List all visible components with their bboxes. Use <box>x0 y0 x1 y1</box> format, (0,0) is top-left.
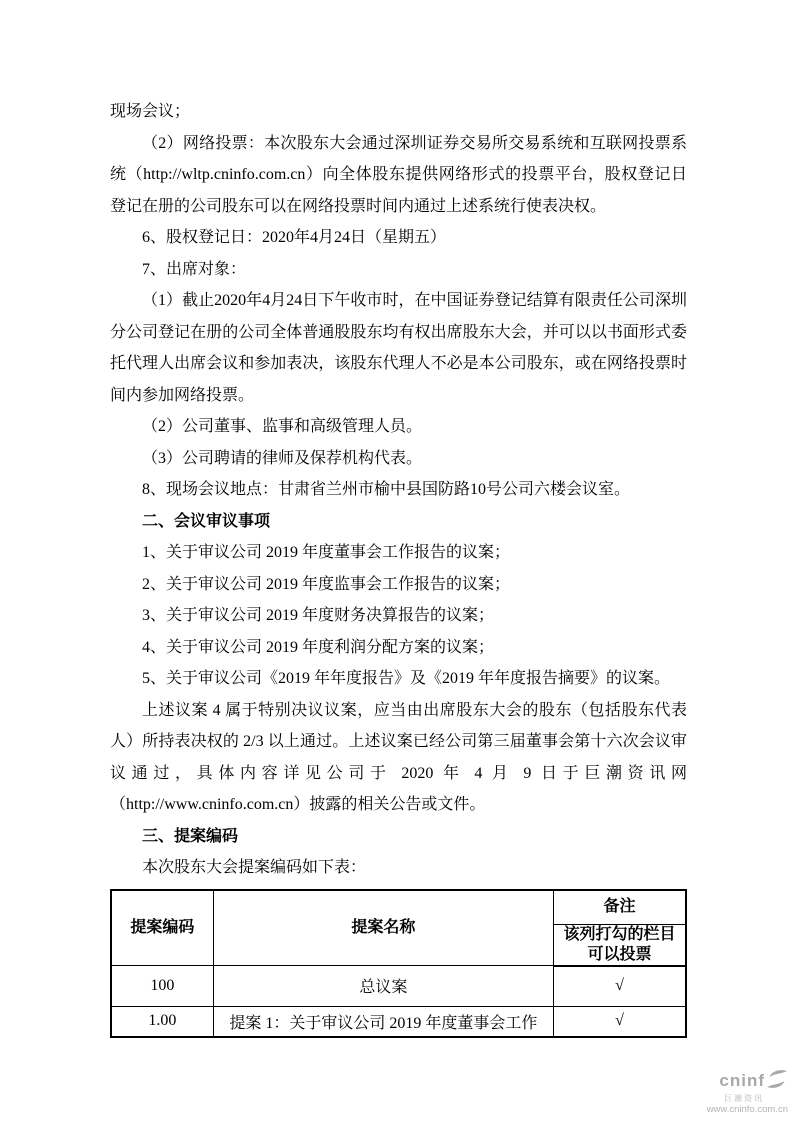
table-row <box>111 966 686 1007</box>
agenda-item: 3、关于审议公司 2019 年度财务决算报告的议案； <box>142 607 495 624</box>
agenda-item: 5、关于审议公司《2019 年年度报告》及《2019 年年度报告摘要》的议案。 <box>142 670 671 687</box>
table-header-proposal-code: 提案编码 <box>111 890 213 966</box>
paragraph-continuation: 现场会议； <box>110 103 191 120</box>
cell-proposal-name: 总议案 <box>213 966 553 1007</box>
paragraph-attendees-2: （2）公司董事、监事和高级管理人员。 <box>142 418 423 435</box>
paragraph-meeting-location: 8、现场会议地点：甘肃省兰州市榆中县国防路10号公司六楼会议室。 <box>142 481 631 498</box>
proposal-code-table <box>110 889 687 1038</box>
paragraph-attendees-1: （1）截止2020年4月24日下午收市时，在中国证券登记结算有限责任公司深圳分公司登记在册的公司全体普通股股东均有权出席股东大会，并可以以书面形式委托代理人出席会议和参加表决，该股东代理人不必是本公司股东，或在网络投票时间内参加网络投票。 <box>110 292 687 404</box>
paragraph-record-date: 6、股权登记日：2020年4月24日（星期五） <box>142 229 447 246</box>
cninfo-logo-cn-name: 巨潮资讯 <box>724 1093 764 1103</box>
document-page-body <box>110 96 687 1038</box>
table-header-remark-sub: 该列打勾的栏目可以投票 <box>554 924 686 966</box>
cell-vote-mark: √ <box>554 966 686 1007</box>
section-heading-review-matters: 二、会议审议事项 <box>142 512 271 530</box>
cell-proposal-code: 100 <box>111 966 213 1007</box>
cninfo-logo <box>678 1069 788 1115</box>
cninfo-logo-url: www.cninfo.com.cn <box>706 1103 788 1115</box>
cninfo-logo-brand-row <box>678 1069 788 1093</box>
paragraph-attendees-heading: 7、出席对象： <box>142 260 247 278</box>
table-header-remark: 备注 <box>554 890 686 925</box>
paragraph-table-lead: 本次股东大会提案编码如下表： <box>142 859 367 876</box>
cell-vote-mark: √ <box>554 1006 686 1037</box>
agenda-item: 4、关于审议公司 2019 年度利润分配方案的议案； <box>142 638 495 656</box>
table-row <box>111 1006 686 1037</box>
agenda-item: 1、关于审议公司 2019 年度董事会工作报告的议案； <box>142 544 511 561</box>
paragraph-attendees-3: （3）公司聘请的律师及保荐机构代表。 <box>142 449 423 467</box>
cell-proposal-name: 提案 1：关于审议公司 2019 年度董事会工作 <box>213 1006 553 1037</box>
table-header-proposal-name: 提案名称 <box>213 890 553 966</box>
cell-proposal-code: 1.00 <box>111 1006 213 1037</box>
agenda-item: 2、关于审议公司 2019 年度监事会工作报告的议案； <box>142 575 511 593</box>
paragraph-special-resolution-note: 上述议案 4 属于特别决议议案，应当由出席股东大会的股东（包括股东代表人）所持表决权的 2/3 以上通过。上述议案已经公司第三届董事会第十六次会议审议通过，具体内容详见公司于 2020 年 4 月 9 日于巨潮资讯网（http://www.cninfo.com.cn）披露的相关公告或文件。 <box>110 701 687 813</box>
section-heading-proposal-codes: 三、提案编码 <box>142 827 239 845</box>
cninfo-swirl-icon <box>766 1069 788 1093</box>
paragraph-network-voting: （2）网络投票：本次股东大会通过深圳证券交易所交易系统和互联网投票系统（http://wltp.cninfo.com.cn）向全体股东提供网络形式的投票平台，股权登记日登记在册的公司股东可以在网络投票时间内通过上述系统行使表决权。 <box>110 134 687 215</box>
cninfo-logo-text: cninf <box>719 1071 765 1090</box>
